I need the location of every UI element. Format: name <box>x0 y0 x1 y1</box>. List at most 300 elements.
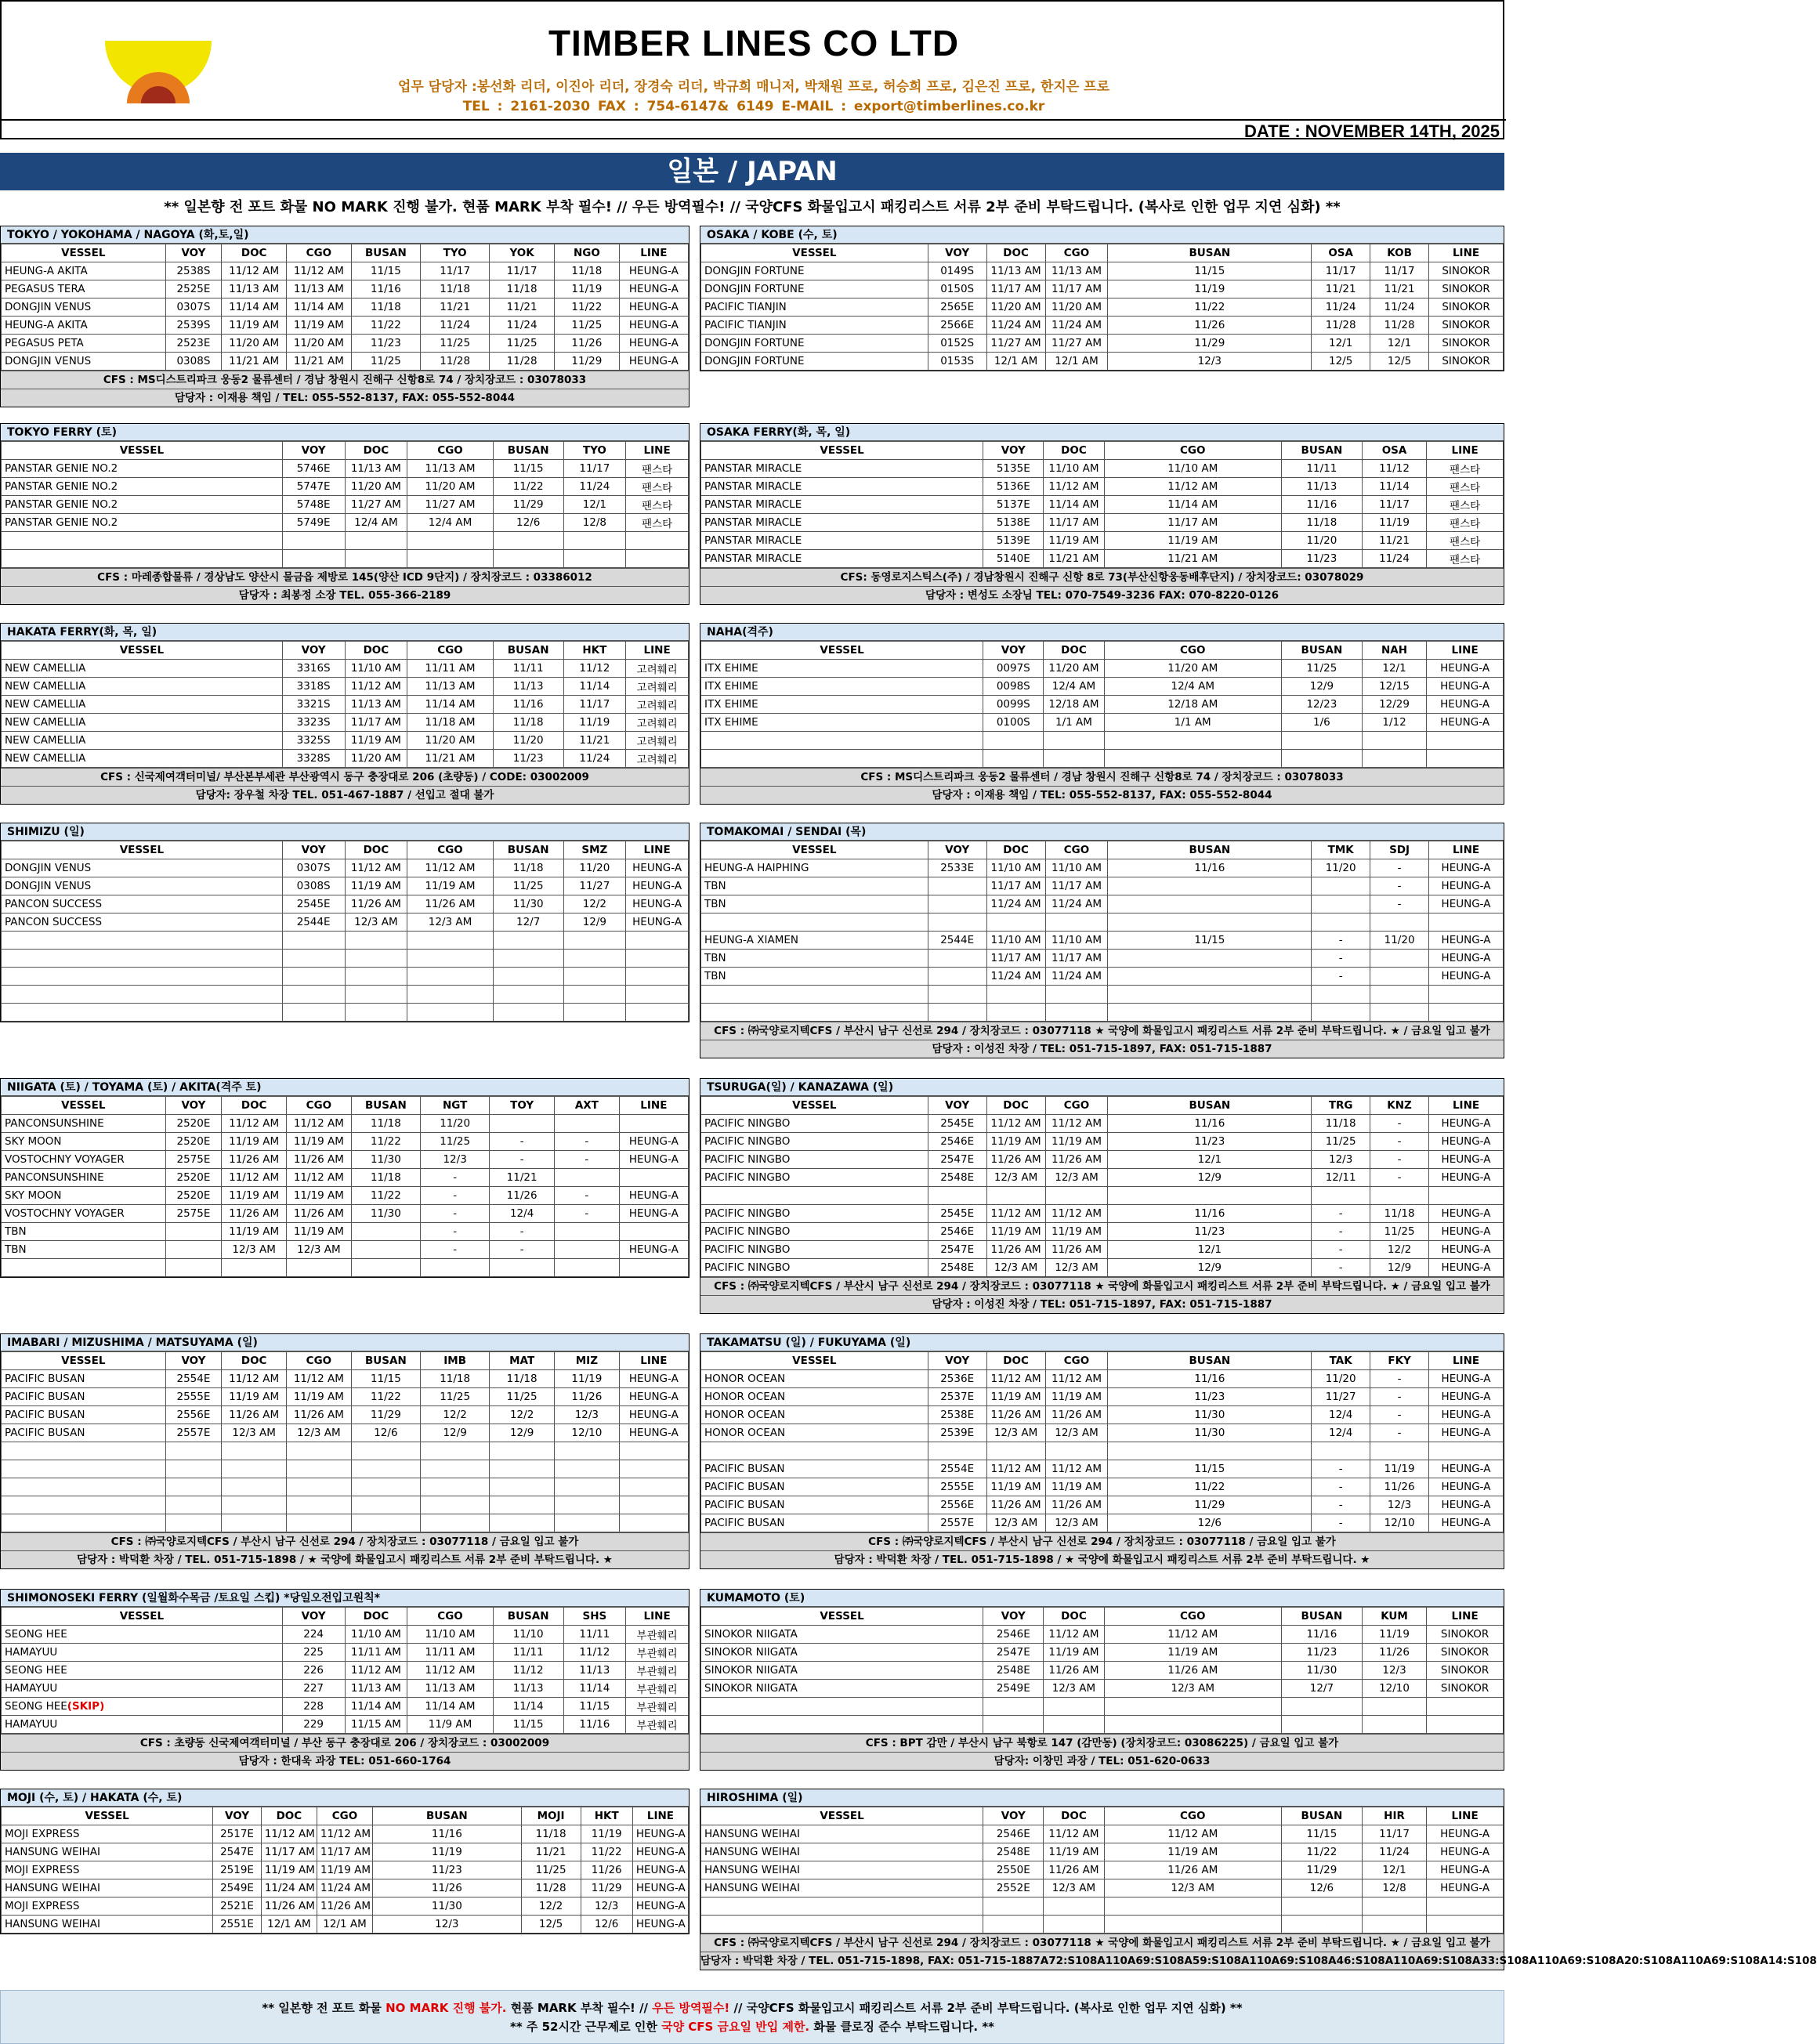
table-cell: 11/25 <box>1281 660 1362 678</box>
table-cell: 11/19 AM <box>287 1388 352 1406</box>
table-cell: 11/11 <box>493 1644 563 1662</box>
table-cell: 12/3 <box>373 1916 522 1934</box>
table-row <box>701 1004 1504 1022</box>
column-header: LINE <box>1427 1807 1504 1825</box>
table-cell <box>983 1916 1044 1934</box>
table-cell: 11/15 <box>1108 262 1312 280</box>
table-cell: - <box>1370 859 1429 877</box>
table-cell: 12/1 AM <box>986 353 1045 371</box>
table-cell: HEUNG-A <box>1429 1496 1504 1514</box>
table-cell: 12/18 AM <box>1104 696 1281 714</box>
table-cell: PEGASUS TERA <box>2 280 166 298</box>
table-cell: 2538E <box>928 1406 986 1424</box>
table-cell: 0098S <box>983 678 1044 696</box>
column-header: BUSAN <box>493 841 563 859</box>
table-cell: 11/18 <box>421 1370 490 1388</box>
column-header: BUSAN <box>1281 642 1362 660</box>
table-cell: 11/13 AM <box>222 280 287 298</box>
table-cell <box>555 1169 620 1187</box>
table-cell: 5748E <box>282 496 345 514</box>
column-header: VESSEL <box>701 442 983 460</box>
table-row <box>701 262 1504 280</box>
table-cell: 2549E <box>983 1680 1044 1698</box>
table-cell: 11/13 AM <box>407 1680 494 1698</box>
table-cell: PANSTAR GENIE NO.2 <box>2 514 283 532</box>
table-cell: 11/15 <box>493 460 563 478</box>
table-cell <box>345 986 407 1004</box>
table-cell: SINOKOR NIIGATA <box>701 1644 983 1662</box>
schedule-table <box>1 641 689 768</box>
table-row <box>701 1916 1504 1934</box>
table-cell: HEUNG-A <box>619 280 688 298</box>
table-cell: 11/15 AM <box>345 1716 407 1734</box>
table-cell: 11/27 <box>563 877 626 895</box>
table-cell: HEUNG-A <box>1427 1879 1504 1897</box>
table-row <box>701 1879 1504 1897</box>
table-cell: 225 <box>282 1644 345 1662</box>
table-cell <box>345 968 407 986</box>
table-cell: 11/25 <box>490 335 555 353</box>
table-row <box>2 1496 689 1514</box>
table-cell: 12/7 <box>1281 1680 1362 1698</box>
table-cell: PACIFIC BUSAN <box>2 1424 166 1442</box>
table-cell <box>1429 986 1504 1004</box>
table-cell: 11/24 <box>1362 550 1426 568</box>
table-cell <box>1104 1716 1281 1734</box>
table-cell: 11/16 <box>1281 496 1362 514</box>
table-cell: 11/18 <box>1370 1205 1429 1223</box>
panel-12 <box>0 1589 690 1771</box>
schedule-table <box>1 1807 689 1934</box>
panel-footer: CFS : 마레종합물류 / 경상남도 양산시 물금읍 제방로 145(양산 ICD 9단지) / 장치장코드 : 03386012 <box>1 568 689 586</box>
table-cell: 12/3 <box>1370 1496 1429 1514</box>
table-cell: 11/26 AM <box>1104 1662 1281 1680</box>
table-cell: 11/29 <box>1281 1861 1362 1879</box>
table-cell <box>2 950 283 968</box>
bottom-notice <box>0 1990 1504 2044</box>
table-cell: 11/10 AM <box>986 859 1045 877</box>
table-cell <box>493 1004 563 1022</box>
table-cell: 11/27 AM <box>407 496 494 514</box>
table-cell: 3318S <box>282 678 345 696</box>
table-cell: 0308S <box>165 353 222 371</box>
table-cell: 12/3 AM <box>1045 1169 1108 1187</box>
table-cell: 11/12 AM <box>1044 1626 1104 1644</box>
table-cell: 11/18 <box>490 280 555 298</box>
table-row <box>2 986 689 1004</box>
panel-9 <box>700 1078 1504 1314</box>
table-cell <box>983 750 1044 768</box>
panel-footer: CFS : ㈜국양로지텍CFS / 부산시 남구 신선로 294 / 장치장코드 : 03077118 / 금요일 입고 불가 <box>1 1532 689 1550</box>
table-row <box>701 660 1504 678</box>
table-cell <box>1108 1187 1312 1205</box>
table-cell: 11/24 AM <box>986 968 1045 986</box>
table-cell: 11/23 <box>1108 1388 1312 1406</box>
table-row <box>2 1151 689 1169</box>
table-cell: 11/12 AM <box>287 1370 352 1388</box>
table-cell <box>1370 986 1429 1004</box>
table-row <box>701 1460 1504 1478</box>
table-cell: 12/15 <box>1362 678 1426 696</box>
table-cell: HEUNG-A XIAMEN <box>701 932 928 950</box>
table-cell <box>2 1496 166 1514</box>
table-cell: ITX EHIME <box>701 696 983 714</box>
schedule-table <box>700 841 1504 1022</box>
table-cell: 5749E <box>282 514 345 532</box>
table-cell <box>493 550 563 568</box>
table-cell: 12/9 <box>563 913 626 932</box>
panel-footer: 담당자: 장우철 차장 TEL. 051-467-1887 / 선입고 절대 불가 <box>1 786 689 804</box>
table-cell: SINOKOR <box>1427 1680 1504 1698</box>
table-cell: 11/17 AM <box>986 877 1045 895</box>
table-cell: 11/20 <box>493 732 563 750</box>
column-header: DOC <box>1044 642 1104 660</box>
table-cell: 12/1 <box>1312 335 1370 353</box>
table-row <box>2 1370 689 1388</box>
table-cell: 11/17 <box>1312 262 1370 280</box>
table-cell: 11/22 <box>351 317 420 335</box>
panel-footer: CFS : 신국제여객터미널/ 부산본부세관 부산광역시 동구 충장대로 206 (초량동) / CODE: 03002009 <box>1 768 689 786</box>
column-header: NGT <box>421 1097 490 1115</box>
panel-title: NIIGATA (토) / TOYAMA (토) / AKITA(격주 토) <box>1 1079 689 1096</box>
table-cell: 5140E <box>983 550 1044 568</box>
table-row <box>2 1626 689 1644</box>
table-cell: 11/18 <box>1281 514 1362 532</box>
column-header: CGO <box>287 1097 352 1115</box>
table-row <box>701 714 1504 732</box>
panel-title: TOKYO / YOKOHAMA / NAGOYA (화,토,일) <box>1 226 689 244</box>
table-cell: 11/10 AM <box>1045 859 1108 877</box>
table-cell: 11/15 <box>351 1370 420 1388</box>
table-cell <box>493 986 563 1004</box>
table-cell: 11/17 <box>563 696 626 714</box>
table-row <box>701 1406 1504 1424</box>
table-cell: 11/17 AM <box>1044 514 1104 532</box>
table-cell: PANSTAR MIRACLE <box>701 460 983 478</box>
schedule-date: DATE : NOVEMBER 14TH, 2025 <box>1243 121 1500 141</box>
table-cell: HEUNG-A <box>619 1388 688 1406</box>
table-cell: 12/3 <box>1312 1151 1370 1169</box>
table-cell: 11/18 AM <box>407 714 494 732</box>
table-row <box>2 1825 689 1843</box>
table-cell: 11/17 <box>421 262 490 280</box>
column-header: CGO <box>1045 841 1108 859</box>
table-cell <box>1312 913 1370 932</box>
column-header: LINE <box>626 642 689 660</box>
table-cell: - <box>1370 1370 1429 1388</box>
table-cell: 11/11 <box>1281 460 1362 478</box>
table-cell: - <box>1312 1460 1370 1478</box>
table-cell: 5138E <box>983 514 1044 532</box>
table-cell <box>619 1496 688 1514</box>
table-cell: PACIFIC BUSAN <box>2 1370 166 1388</box>
table-row <box>2 1460 689 1478</box>
column-header: CGO <box>1104 1807 1281 1825</box>
table-cell: 11/20 AM <box>407 478 494 496</box>
table-cell: 5136E <box>983 478 1044 496</box>
table-cell <box>351 1442 420 1460</box>
table-cell: 12/4 <box>1312 1406 1370 1424</box>
table-row <box>701 280 1504 298</box>
table-cell: 11/30 <box>493 895 563 913</box>
table-cell <box>563 532 626 550</box>
table-cell: HEUNG-A <box>632 1916 688 1934</box>
column-header: VESSEL <box>701 642 983 660</box>
table-cell <box>407 1004 494 1022</box>
table-cell: HEUNG-A <box>619 317 688 335</box>
table-cell: HAMAYUU <box>2 1644 283 1662</box>
table-cell: 2548E <box>983 1662 1044 1680</box>
table-cell: 2538S <box>165 262 222 280</box>
table-cell: 11/11 <box>563 1626 626 1644</box>
column-header: CGO <box>407 1608 494 1626</box>
table-cell: MOJI EXPRESS <box>2 1825 213 1843</box>
table-cell <box>1104 1897 1281 1916</box>
table-cell: 11/25 <box>555 317 620 335</box>
table-row <box>2 1223 689 1241</box>
table-cell <box>1362 1716 1426 1734</box>
panel-1 <box>700 226 1504 371</box>
table-cell <box>287 1514 352 1532</box>
table-cell: 11/19 AM <box>222 1187 287 1205</box>
table-cell: 2519E <box>213 1861 262 1879</box>
column-header: DOC <box>986 1352 1045 1370</box>
table-cell: 팬스타 <box>626 478 689 496</box>
table-cell: 12/3 AM <box>986 1259 1045 1277</box>
table-cell <box>351 1514 420 1532</box>
table-cell <box>222 1514 287 1532</box>
table-cell: NEW CAMELLIA <box>2 750 283 768</box>
table-row <box>2 932 689 950</box>
table-cell <box>986 1004 1045 1022</box>
table-cell <box>555 1442 620 1460</box>
table-cell: SINOKOR <box>1429 335 1504 353</box>
table-cell: 12/2 <box>490 1406 555 1424</box>
table-cell: 11/30 <box>373 1897 522 1916</box>
table-cell: 11/26 AM <box>287 1205 352 1223</box>
table-cell <box>1108 1442 1312 1460</box>
table-cell: 12/3 AM <box>1044 1879 1104 1897</box>
column-header: VOY <box>928 1097 986 1115</box>
table-cell: - <box>1312 950 1370 968</box>
table-cell <box>1370 913 1429 932</box>
table-cell: 11/26 AM <box>1104 1861 1281 1879</box>
table-cell: 11/20 <box>1312 859 1370 877</box>
table-row <box>2 1861 689 1879</box>
table-cell: 2565E <box>928 298 986 317</box>
table-cell: 11/19 AM <box>222 1388 287 1406</box>
column-header: OSA <box>1312 244 1370 262</box>
table-row <box>701 1680 1504 1698</box>
table-cell <box>1312 895 1370 913</box>
table-cell: PANSTAR GENIE NO.2 <box>2 496 283 514</box>
table-cell: DONGJIN VENUS <box>2 877 283 895</box>
panel-footer: 담당자 : 이성진 차장 / TEL: 051-715-1897, FAX: 051-715-1887 <box>700 1040 1504 1058</box>
table-cell: 11/26 AM <box>1045 1241 1108 1259</box>
table-cell: 11/18 <box>493 714 563 732</box>
table-cell: 11/28 <box>490 353 555 371</box>
table-cell <box>563 932 626 950</box>
column-header: LINE <box>1427 1608 1504 1626</box>
table-row <box>701 496 1504 514</box>
table-row <box>701 1187 1504 1205</box>
column-header: VESSEL <box>701 1608 983 1626</box>
table-cell: 12/7 <box>493 913 563 932</box>
table-cell: 2547E <box>213 1843 262 1861</box>
table-cell <box>282 950 345 968</box>
table-cell <box>701 1004 928 1022</box>
table-cell: 11/12 AM <box>1045 1370 1108 1388</box>
panel-footer: CFS : MS디스트리파크 웅동2 물류센터 / 경남 창원시 진해구 신항8로 74 / 장치장코드 : 03078033 <box>700 768 1504 786</box>
table-cell: - <box>490 1241 555 1259</box>
table-cell: 12/9 <box>421 1424 490 1442</box>
table-cell: 11/12 AM <box>222 1115 287 1133</box>
table-cell: 11/19 AM <box>317 1861 372 1879</box>
table-cell: 부관훼리 <box>626 1698 689 1716</box>
table-cell: 2548E <box>983 1843 1044 1861</box>
table-row <box>701 1478 1504 1496</box>
table-cell: 12/8 <box>563 514 626 532</box>
table-cell <box>626 550 689 568</box>
table-cell: 12/6 <box>581 1916 632 1934</box>
panel-footer: CFS : ㈜국양로지텍CFS / 부산시 남구 신선로 294 / 장치장코드 : 03077118 ★ 국양에 화물입고시 패킹리스트 서류 2부 준비 부탁드립니다. ★ / 금요일 입고 불가 <box>700 1934 1504 1952</box>
table-cell: 고려훼리 <box>626 660 689 678</box>
table-cell: 11/29 <box>1108 1496 1312 1514</box>
table-cell: 2523E <box>165 335 222 353</box>
table-cell: 11/12 <box>493 1662 563 1680</box>
table-cell: HEUNG-A <box>1429 1151 1504 1169</box>
table-cell: 11/19 AM <box>222 317 287 335</box>
table-cell <box>701 1897 983 1916</box>
table-cell: 11/12 AM <box>345 1662 407 1680</box>
table-row <box>2 496 689 514</box>
table-cell <box>1108 968 1312 986</box>
table-cell: 11/19 AM <box>287 1133 352 1151</box>
table-cell: 12/3 <box>1362 1662 1426 1680</box>
table-row <box>701 1496 1504 1514</box>
table-cell: 11/22 <box>1281 1843 1362 1861</box>
table-cell: 11/12 AM <box>1045 1115 1108 1133</box>
table-cell: 11/19 AM <box>222 1223 287 1241</box>
table-cell: 12/4 <box>490 1205 555 1223</box>
table-cell: 2547E <box>983 1644 1044 1662</box>
table-cell: - <box>1312 1496 1370 1514</box>
table-cell: 11/14 AM <box>287 298 352 317</box>
table-cell: 2545E <box>282 895 345 913</box>
table-cell <box>1281 1698 1362 1716</box>
table-cell: DONGJIN VENUS <box>2 859 283 877</box>
column-header: MOJI <box>521 1807 581 1825</box>
table-cell: 11/14 <box>563 678 626 696</box>
table-cell: 12/3 AM <box>222 1424 287 1442</box>
table-cell <box>619 1115 688 1133</box>
table-cell <box>701 1187 928 1205</box>
table-cell <box>2 1514 166 1532</box>
table-row <box>2 1187 689 1205</box>
table-cell <box>1108 877 1312 895</box>
table-cell: 12/1 AM <box>1045 353 1108 371</box>
table-cell <box>2 532 283 550</box>
column-header: LINE <box>1429 244 1504 262</box>
table-cell: 11/24 AM <box>317 1879 372 1897</box>
table-cell: NEW CAMELLIA <box>2 732 283 750</box>
table-cell: 11/27 <box>1312 1388 1370 1406</box>
table-cell: HEUNG-A <box>1427 714 1504 732</box>
table-cell: 11/23 <box>1108 1223 1312 1241</box>
schedule-table <box>700 641 1504 768</box>
table-cell: 팬스타 <box>1427 550 1504 568</box>
table-row <box>2 298 689 317</box>
table-cell: 2546E <box>983 1626 1044 1644</box>
column-header: LINE <box>626 1608 689 1626</box>
table-cell <box>1427 1916 1504 1934</box>
table-cell <box>1362 1897 1426 1916</box>
table-cell: - <box>490 1151 555 1169</box>
table-cell: 11/12 <box>1362 460 1426 478</box>
table-cell: - <box>490 1133 555 1151</box>
panel-15 <box>700 1789 1817 1970</box>
table-cell: 11/15 <box>1108 1460 1312 1478</box>
table-cell: NEW CAMELLIA <box>2 660 283 678</box>
table-cell <box>421 1496 490 1514</box>
table-cell: PEGASUS PETA <box>2 335 166 353</box>
table-cell <box>1427 1897 1504 1916</box>
table-cell: 11/26 AM <box>986 1496 1045 1514</box>
table-cell: DONGJIN VENUS <box>2 298 166 317</box>
table-row <box>2 750 689 768</box>
table-cell: PACIFIC BUSAN <box>701 1514 928 1532</box>
panel-footer: CFS : MS디스트리파크 웅동2 물류센터 / 경남 창원시 진해구 신항8로 74 / 장치장코드 : 03078033 <box>1 371 689 389</box>
table-cell: 11/26 <box>555 335 620 353</box>
table-cell <box>701 986 928 1004</box>
table-cell: 11/25 <box>421 1133 490 1151</box>
table-cell <box>701 750 983 768</box>
panel-footer: 담당자 : 한대욱 과장 TEL: 051-660-1764 <box>1 1752 689 1770</box>
table-cell <box>2 550 283 568</box>
table-cell: 11/18 <box>351 1169 420 1187</box>
panel-title: OSAKA FERRY(화, 목, 일) <box>700 424 1504 441</box>
table-cell: HANSUNG WEIHAI <box>701 1825 983 1843</box>
table-cell: 12/11 <box>1312 1169 1370 1187</box>
table-cell: PACIFIC BUSAN <box>701 1496 928 1514</box>
table-cell <box>165 1223 222 1241</box>
schedule-table <box>700 1351 1504 1532</box>
table-cell: 11/25 <box>351 353 420 371</box>
column-header: CGO <box>407 841 494 859</box>
table-row <box>701 550 1504 568</box>
table-row <box>701 1626 1504 1644</box>
table-cell: 2548E <box>928 1169 986 1187</box>
table-cell: 11/16 <box>1108 1370 1312 1388</box>
table-cell <box>421 1514 490 1532</box>
table-cell: TBN <box>701 950 928 968</box>
table-cell: HEUNG-A <box>619 335 688 353</box>
table-row <box>701 1861 1504 1879</box>
table-cell: 12/4 AM <box>1044 678 1104 696</box>
table-cell: 226 <box>282 1662 345 1680</box>
table-cell: PACIFIC NINGBO <box>701 1151 928 1169</box>
table-cell: 0100S <box>983 714 1044 732</box>
table-cell: TBN <box>701 968 928 986</box>
column-header: BUSAN <box>1108 1352 1312 1370</box>
table-cell: 2544E <box>928 932 986 950</box>
table-cell <box>626 950 689 968</box>
table-cell: 11/17 AM <box>261 1843 317 1861</box>
table-cell: ITX EHIME <box>701 714 983 732</box>
table-cell: 11/26 AM <box>1045 1406 1108 1424</box>
table-cell <box>282 968 345 986</box>
table-cell: 팬스타 <box>1427 532 1504 550</box>
